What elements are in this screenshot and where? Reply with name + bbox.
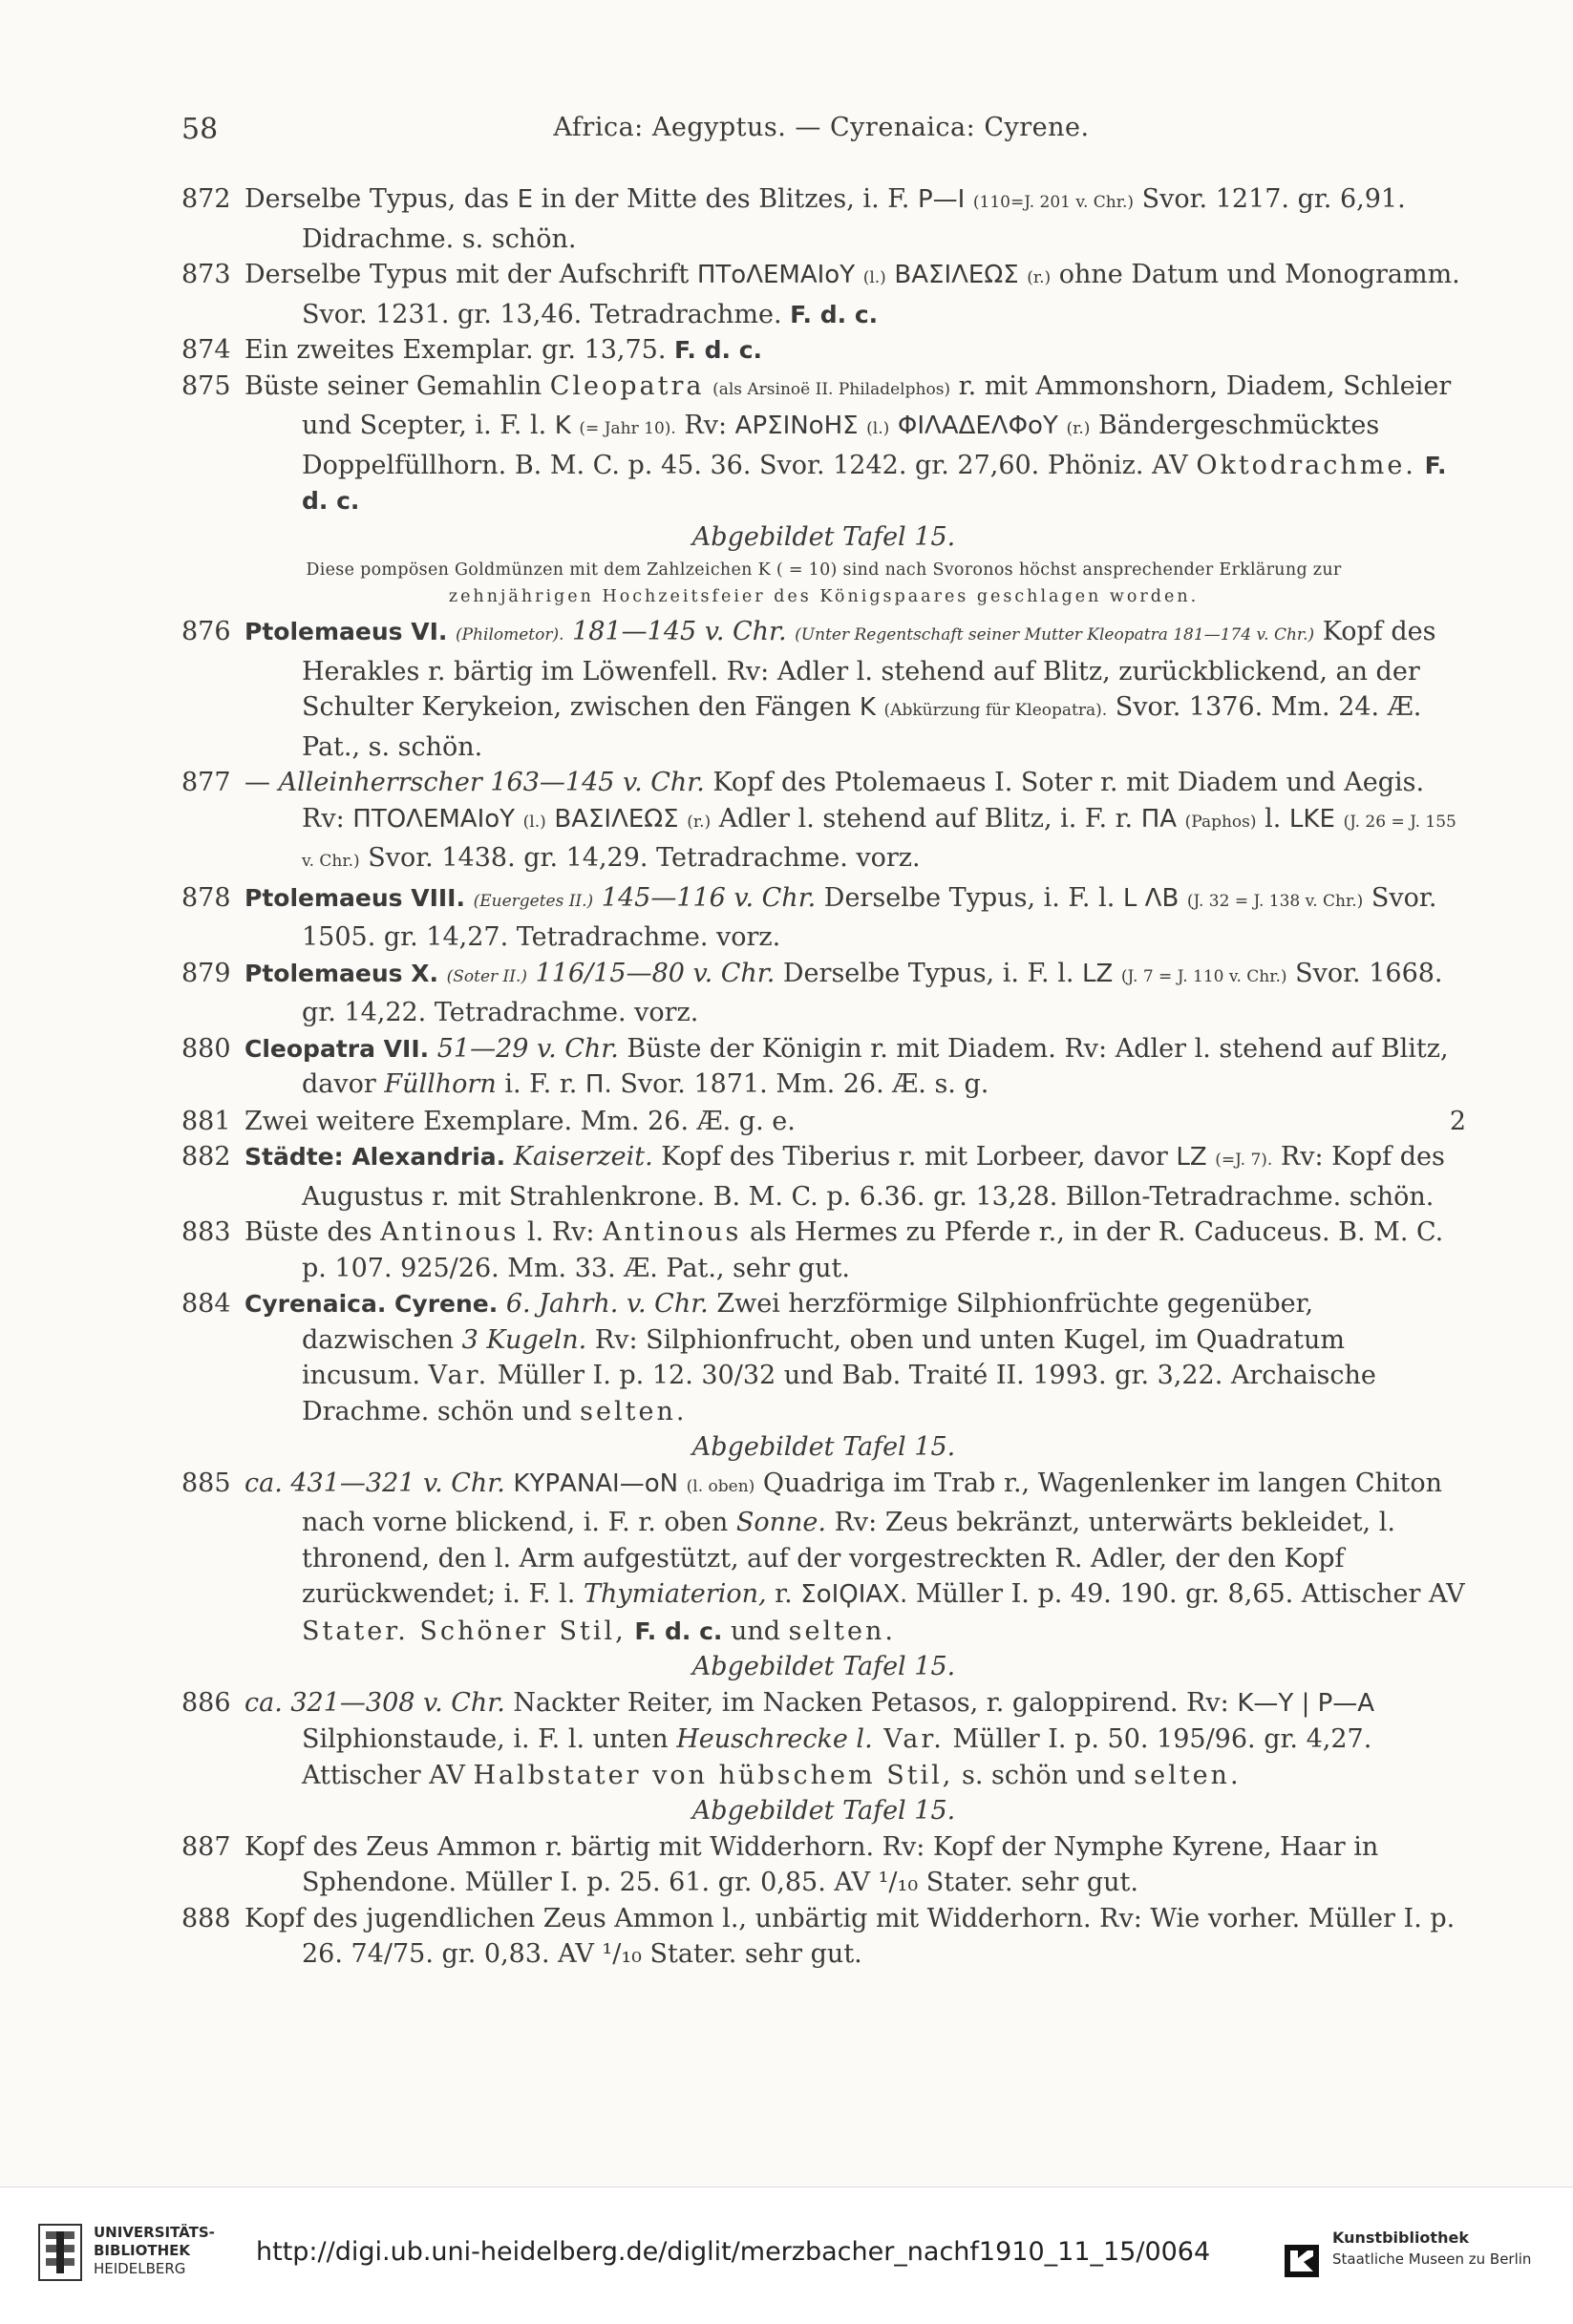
catalog-entry-873: 873 Derselbe Typus mit der Aufschrift ΠΤoΛΕΜΑΙoΥ (l.) ΒΑΣΙΛΕΩΣ (r.) ohne Datum und Monogramm. Svor. 1231. gr. 13,46. Tetradrachme. F. d. c. — [181, 257, 1466, 332]
catalog-entry-879: 879 Ptolemaeus X. (Soter II.) 116/15—80 v. Chr. Derselbe Typus, i. F. l. LZ (J. 7 = J. 110 v. Chr.) Svor. 1668. gr. 14,22. Tetradrachme. vorz. — [181, 956, 1466, 1031]
kunstbibliothek-name: Kunstbibliothek Staatliche Museen zu Berlin — [1332, 2229, 1532, 2268]
plate-caption: Abgebildet Tafel 15. — [691, 1432, 956, 1462]
entry-number: 874 — [181, 335, 231, 365]
catalog-entry-876: 876 Ptolemaeus VI. (Philometor). 181—145 v. Chr. (Unter Regentschaft seiner Mutter Kleopatra 181—174 v. Chr.) Kopf des Herakles r. bärtig im Löwenfell. Rv: Adler l. stehend auf Blitz, zurückblickend, an der Schulter Kerykeion, zwischen den Fängen K (Abkürzung für Kleopatra). Svor. 1376. Mm. 24. Æ. Pat., s. schön. — [181, 614, 1466, 765]
entry-number: 880 — [181, 1033, 231, 1064]
plate-caption: Abgebildet Tafel 15. — [691, 1796, 956, 1826]
entry-number: 883 — [181, 1217, 231, 1247]
catalog-entry-887: 887 Kopf des Zeus Ammon r. bärtig mit Widderhorn. Rv: Kopf der Nymphe Kyrene, Haar in Sphendone. Müller I. p. 25. 61. gr. 0,85. AV ¹/₁₀ Stater. sehr gut. — [181, 1829, 1466, 1901]
item-count: 2 — [1449, 1106, 1466, 1136]
catalog-entry-880: 880 Cleopatra VII. 51—29 v. Chr. Büste der Königin r. mit Diadem. Rv: Adler l. stehend auf Blitz, davor Füllhorn i. F. r. Π. Svor. 1871. Mm. 26. Æ. s. g. — [181, 1031, 1466, 1104]
plate-caption: Abgebildet Tafel 15. — [691, 1652, 956, 1681]
entry-number: 882 — [181, 1142, 231, 1172]
entry-number: 885 — [181, 1468, 231, 1498]
entry-number: 888 — [181, 1903, 231, 1933]
entry-number: 875 — [181, 370, 231, 401]
catalog-entry-882: 882 Städte: Alexandria. Kaiserzeit. Kopf des Tiberius r. mit Lorbeer, davor LZ (=J. 7). Rv: Kopf des Augustus r. mit Strahlenkrone. B. M. C. p. 6.36. gr. 13,28. Billon-Tetradrachme. schön. — [181, 1139, 1466, 1215]
catalog-entry-885: 885 ca. 431—321 v. Chr. ΚΥΡΑΝΑΙ—oΝ (l. oben) Quadriga im Trab r., Wagenlenker im langen Chiton nach vorne blickend, i. F. r. oben Sonne. Rv: Zeus bekränzt, unterwärts bekleidet, l. thronend, den l. Arm aufgestützt, auf der vorgestreckten R. Adler, der den Kopf zurückwendet; i. F. l. Thymiaterion, r. ΣoΙϘΙΑΧ. Müller I. p. 49. 190. gr. 8,65. Attischer AV Stater. Schöner Stil, F. d. c. und selten. — [181, 1466, 1466, 1650]
catalog-entry-874: 874 Ein zweites Exemplar. gr. 13,75. F. d. c. — [181, 332, 1466, 369]
footnote: Diese pompösen Goldmünzen mit dem Zahlzeichen K ( = 10) sind nach Svoronos höchst ansprechender Erklärung zur zehnjährigen Hochzeitsfeier des Königspaares geschlagen worden. — [306, 560, 1342, 606]
catalog-entries — [181, 181, 1466, 1973]
entry-number: 872 — [181, 184, 231, 214]
entry-number: 886 — [181, 1687, 231, 1718]
catalog-entry-878: 878 Ptolemaeus VIII. (Euergetes II.) 145—116 v. Chr. Derselbe Typus, i. F. l. L ΛΒ (J. 32 = J. 138 v. Chr.) Svor. 1505. gr. 14,27. Tetradrachme. vorz. — [181, 880, 1466, 956]
university-seal-icon — [38, 2224, 82, 2281]
page-number: 58 — [181, 113, 219, 146]
plate-caption: Abgebildet Tafel 15. — [691, 521, 956, 552]
entry-number: 876 — [181, 617, 231, 646]
university-library-name: UNIVERSITÄTS- BIBLIOTHEK HEIDELBERG — [94, 2224, 215, 2277]
entry-number: 881 — [181, 1106, 231, 1136]
entry-number: 877 — [181, 768, 231, 797]
running-title: Africa: Aegyptus. — Cyrenaica: Cyrene. — [553, 113, 1090, 142]
permalink-url[interactable]: http://digi.ub.uni-heidelberg.de/diglit/merzbacher_nachf1910_11_15/0064 — [256, 2237, 1211, 2267]
catalog-entry-875: 875 Büste seiner Gemahlin Cleopatra (als Arsinoë II. Philadelphos) r. mit Ammonshorn, Diadem, Schleier und Scepter, i. F. l. K (= Jahr 10). Rv: ΑΡΣΙΝoΗΣ (l.) ΦΙΛΑΔΕΛΦoΥ (r.) Bändergeschmücktes Doppelfüllhorn. B. M. C. p. 45. 36. Svor. 1242. gr. 27,60. Phöniz. AV Oktodrachme. F. d. c. — [181, 369, 1466, 519]
catalog-entry-872: 872 Derselbe Typus, das E in der Mitte des Blitzes, i. F. P—I (110=J. 201 v. Chr.) Svor. 1217. gr. 6,91. Didrachme. s. schön. — [181, 181, 1466, 257]
entry-number: 887 — [181, 1831, 231, 1862]
entry-number: 879 — [181, 958, 231, 988]
entry-number: 878 — [181, 882, 231, 913]
entry-number: 884 — [181, 1289, 231, 1319]
catalog-entry-884: 884 Cyrenaica. Cyrene. 6. Jahrh. v. Chr. Zwei herzförmige Silphionfrüchte gegenüber, dazwischen 3 Kugeln. Rv: Silphionfrucht, oben und unten Kugel, im Quadratum incusum. Var. Müller I. p. 12. 30/32 und Bab. Traité II. 1993. gr. 3,22. Archaische Drachme. schön und selten. — [181, 1286, 1466, 1429]
page-header — [181, 113, 1461, 151]
catalog-entry-881: 881 Zwei weitere Exemplare. Mm. 26. Æ. g. e. 2 — [181, 1104, 1466, 1140]
library-footer — [0, 2187, 1573, 2324]
kunstbibliothek-logo-icon — [1285, 2245, 1319, 2277]
catalog-entry-877: 877 — Alleinherrscher 163—145 v. Chr. Kopf des Ptolemaeus I. Soter r. mit Diadem und Aegis. Rv: ΠΤΟΛΕΜΑΙoΥ (l.) ΒΑΣΙΛΕΩΣ (r.) Adler l. stehend auf Blitz, i. F. r. ΠΑ (Paphos) l. LKE (J. 26 = J. 155 v. Chr.) Svor. 1438. gr. 14,29. Tetradrachme. vorz. — [181, 765, 1466, 880]
catalog-entry-886: 886 ca. 321—308 v. Chr. Nackter Reiter, im Nacken Petasos, r. galoppirend. Rv: K—Y | P—A Silphionstaude, i. F. l. unten Heuschrecke l. Var. Müller I. p. 50. 195/96. gr. 4,27. Attischer AV Halbstater von hübschem Stil, s. schön und selten. — [181, 1685, 1466, 1794]
entry-number: 873 — [181, 260, 231, 289]
catalog-entry-888: 888 Kopf des jugendlichen Zeus Ammon l., unbärtig mit Widderhorn. Rv: Wie vorher. Müller I. p. 26. 74/75. gr. 0,83. AV ¹/₁₀ Stater. sehr gut. — [181, 1901, 1466, 1973]
catalog-entry-883: 883 Büste des Antinous l. Rv: Antinous als Hermes zu Pferde r., in der R. Caduceus. B. M. C. p. 107. 925/26. Mm. 33. Æ. Pat., sehr gut. — [181, 1215, 1466, 1286]
